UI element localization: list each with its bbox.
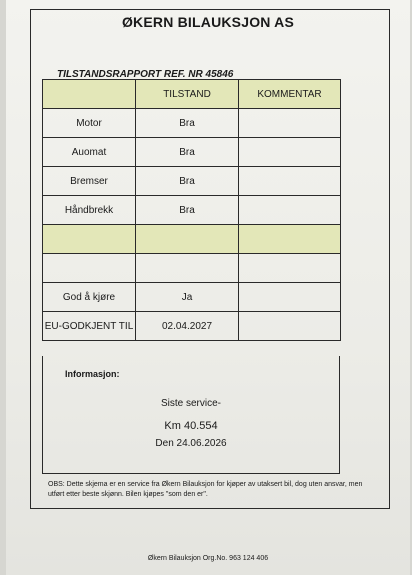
table-row-blank (43, 254, 341, 283)
row-label: Håndbrekk (43, 196, 136, 225)
row-label: God å kjøre (43, 283, 136, 312)
information-label: Informasjon: (65, 369, 120, 379)
table-header-row (43, 80, 341, 109)
row-status (136, 225, 239, 254)
row-status: 02.04.2027 (136, 312, 239, 341)
table-row-god-a-kjore (43, 283, 341, 312)
row-label: Bremser (43, 167, 136, 196)
table-row-handbrekk (43, 196, 341, 225)
table-row-eu-godkjent (43, 312, 341, 341)
row-comment (239, 109, 341, 138)
table-row-highlight-blank (43, 225, 341, 254)
row-label (43, 254, 136, 283)
row-label: EU-GODKJENT TIL (43, 312, 136, 341)
row-comment (239, 283, 341, 312)
row-status: Ja (136, 283, 239, 312)
row-label (43, 225, 136, 254)
row-comment (239, 254, 341, 283)
row-label: Auomat (43, 138, 136, 167)
row-status: Bra (136, 109, 239, 138)
table-row-bremser (43, 167, 341, 196)
paper-sheet (6, 0, 410, 575)
row-comment (239, 196, 341, 225)
row-label: Motor (43, 109, 136, 138)
header-cell-blank (43, 80, 136, 109)
service-km: Km 40.554 (164, 420, 218, 432)
row-comment (239, 138, 341, 167)
row-status: Bra (136, 196, 239, 225)
row-status: Bra (136, 138, 239, 167)
company-title: ØKERN BILAUKSJON AS (121, 14, 295, 30)
table-row-motor (43, 109, 341, 138)
row-status (136, 254, 239, 283)
row-comment (239, 167, 341, 196)
condition-table (42, 79, 341, 341)
header-cell-comment: KOMMENTAR (239, 80, 341, 109)
footer-org-number: Økern Bilauksjon Org.No. 963 124 406 (147, 555, 269, 562)
report-reference: TILSTANDSRAPPORT REF. NR 45846 (57, 69, 234, 80)
row-comment (239, 312, 341, 341)
service-title: Siste service- (160, 398, 221, 409)
service-date: Den 24.06.2026 (155, 438, 227, 449)
disclaimer-note: OBS: Dette skjema er en service fra Økern Bilauksjon for kjøper av utaksert bil, dog uten ansvar, men utført etter beste skjønn. Bilen kjøpes "som den er". (48, 481, 363, 498)
row-comment (239, 225, 341, 254)
header-cell-status: TILSTAND (136, 80, 239, 109)
table-row-automat (43, 138, 341, 167)
row-status: Bra (136, 167, 239, 196)
information-box (42, 356, 340, 474)
